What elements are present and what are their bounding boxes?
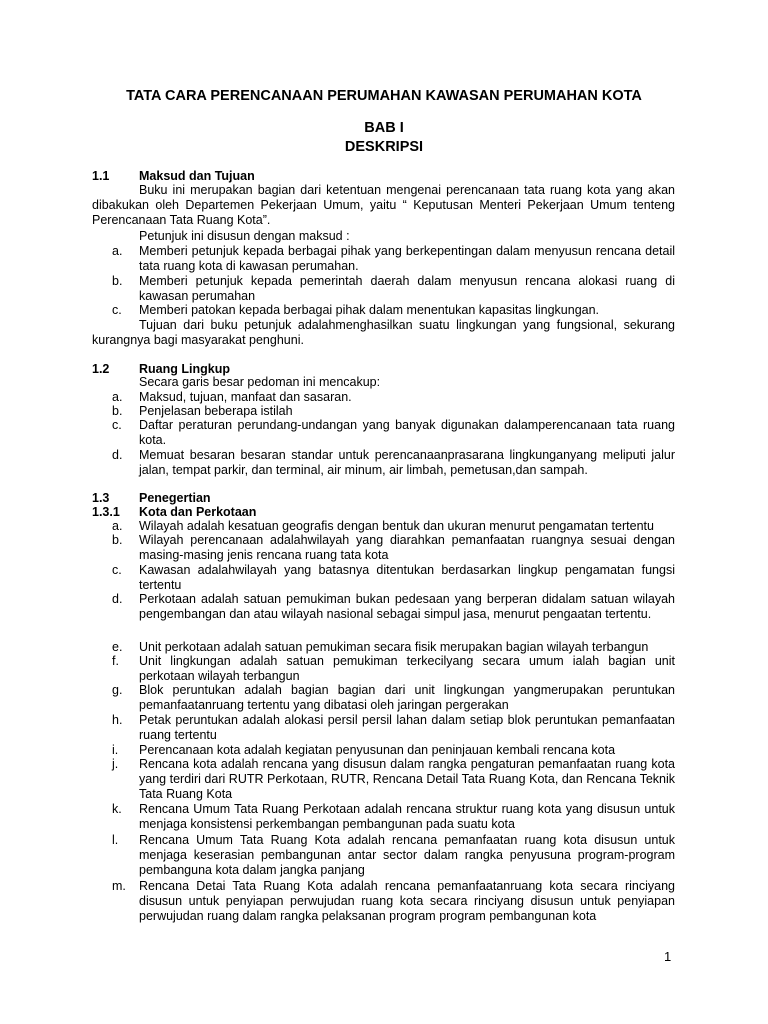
list-item-text: Daftar peraturan perundang-undangan yang banyak digunakan dalamperencanaan tata ruang kota. xyxy=(139,418,675,448)
list-item-text: Memberi petunjuk kepada pemerintah daerah dalam menyusun rencana alokasi ruang di kawasan perumahan xyxy=(139,274,675,304)
list-marker: f. xyxy=(112,654,119,668)
list-marker: c. xyxy=(112,303,122,317)
section-number: 1.2 xyxy=(92,362,110,376)
list-marker: c. xyxy=(112,418,122,432)
list-item xyxy=(92,244,675,274)
list-item xyxy=(92,683,675,713)
list-marker: b. xyxy=(112,274,123,288)
list-item-text: Perkotaan adalah satuan pemukiman bukan pedesaan yang berperan didalam satuan wilayah pengembangan dan atau wilayah nasional sebagai simpul jasa, menurut pengaatan tertentu. xyxy=(139,592,675,622)
chapter-number: BAB I xyxy=(364,120,404,136)
chapter-title: DESKRIPSI xyxy=(344,139,424,155)
section-number: 1.1 xyxy=(92,169,110,183)
list-item xyxy=(92,563,675,593)
subsection-number: 1.3.1 xyxy=(92,505,120,519)
list-item-text: Wilayah perencanaan adalahwilayah yang diarahkan pemanfaatan ruangnya sesuai dengan masing-masing jenis rencana ruang tata kota xyxy=(139,533,675,563)
list-item-text: Wilayah adalah kesatuan geografis dengan bentuk dan ukuran menurut pengamatan tertentu xyxy=(139,519,654,533)
list-marker: h. xyxy=(112,713,123,727)
list-marker: l. xyxy=(112,833,119,847)
list-item-text: Rencana kota adalah rencana yang disusun dalam rangka pengaturan pemanfaatan ruang kota yang terdiri dari RUTR Perkotaan, RUTR, Rencana Detail Tata Ruang Kota, dan Rencana Teknik Tata Ruang Kota xyxy=(139,757,675,802)
list-marker: e. xyxy=(112,640,123,654)
list-marker: i. xyxy=(112,743,119,757)
section-number: 1.3 xyxy=(92,491,110,505)
list-item-text: Maksud, tujuan, manfaat dan sasaran. xyxy=(139,390,352,404)
list-item-text: Blok peruntukan adalah bagian bagian dari unit lingkungan yangmerupakan peruntukan pemanfaatanruang tertentu yang dibatasi oleh jaringan pergerakan xyxy=(139,683,675,713)
list-item xyxy=(92,833,675,879)
list-marker: j. xyxy=(112,757,119,771)
list-item xyxy=(92,592,675,622)
list-item-text: Memberi petunjuk kepada berbagai pihak yang berkepentingan dalam menyusun rencana detail tata ruang kota di kawasan perumahan. xyxy=(139,244,675,274)
list-marker: k. xyxy=(112,802,122,816)
list-item-text: Unit lingkungan adalah satuan pemukiman terkecilyang secara umum ialah bagian unit perkotaan wilayah terbangun xyxy=(139,654,675,684)
list-marker: d. xyxy=(112,448,123,462)
section-title: Maksud dan Tujuan xyxy=(139,169,255,183)
list-marker: b. xyxy=(112,404,123,418)
list-item-text: Rencana Umum Tata Ruang Perkotaan adalah rencana struktur ruang kota yang disusun untuk menjaga konsistensi perkembangan pembangunan pada suatu kota xyxy=(139,802,675,832)
list-item xyxy=(92,448,675,478)
list-marker: m. xyxy=(112,879,126,893)
list-item-text: Memuat besaran besaran standar untuk perencanaanprasarana lingkunganyang meliputi jalur jalan, tempat parkir, dan terminal, air minum, air limbah, pemetusan,dan sampah. xyxy=(139,448,675,478)
list-item xyxy=(92,654,675,684)
section-title: Ruang Lingkup xyxy=(139,362,230,376)
list-marker: a. xyxy=(112,390,123,404)
document-title: TATA CARA PERENCANAAN PERUMAHAN KAWASAN PERUMAHAN KOTA xyxy=(126,88,642,104)
list-item xyxy=(92,519,675,534)
list-item-text: Memberi patokan kepada berbagai pihak dalam menentukan kapasitas lingkungan. xyxy=(139,303,600,317)
list-item xyxy=(92,879,675,925)
list-marker: a. xyxy=(112,519,123,533)
list-item xyxy=(92,418,675,448)
list-item-text: Kawasan adalahwilayah yang batasnya ditentukan berdasarkan lingkup pengamatan fungsi tertentu xyxy=(139,563,675,593)
list-item xyxy=(92,404,675,419)
list-item xyxy=(92,274,675,304)
list-item-text: Penjelasan beberapa istilah xyxy=(139,404,293,418)
page-number: 1 xyxy=(664,949,672,964)
subsection-title: Kota dan Perkotaan xyxy=(139,505,257,519)
list-marker: c. xyxy=(112,563,122,577)
list-item xyxy=(92,640,675,655)
list-item-text: Rencana Detai Tata Ruang Kota adalah rencana pemanfaatanruang kota secara rinciyang disusun untuk penyiapan perwujudan ruang kota secara rinciyang disusun untuk penyiapan perwujudan ruang dalam rangka pelaksanan program program pembangunan kota xyxy=(139,879,675,924)
list-item xyxy=(92,757,675,803)
list-marker: a. xyxy=(112,244,123,258)
list-intro: Secara garis besar pedoman ini mencakup: xyxy=(139,375,381,389)
list-item xyxy=(92,713,675,743)
list-item xyxy=(92,533,675,563)
section-title: Penegertian xyxy=(139,491,211,505)
paragraph: Buku ini merupakan bagian dari ketentuan mengenai perencanaan tata ruang kota yang akan dibakukan oleh Departemen Pekerjaan Umum, yaitu “ Keputusan Menteri Pekerjaan Umum tenteng Perencanaan Tata Ruang Kota”. xyxy=(92,183,675,228)
list-intro: Petunjuk ini disusun dengan maksud : xyxy=(139,229,350,243)
list-marker: b. xyxy=(112,533,123,547)
list-item-text: Unit perkotaan adalah satuan pemukiman secara fisik merupakan bagian wilayah terbangun xyxy=(139,640,649,654)
list-marker: g. xyxy=(112,683,123,697)
list-item xyxy=(92,743,675,758)
list-item xyxy=(92,802,675,832)
list-marker: d. xyxy=(112,592,123,606)
list-item-text: Perencanaan kota adalah kegiatan penyusunan dan peninjauan kembali rencana kota xyxy=(139,743,616,757)
paragraph: Tujuan dari buku petunjuk adalahmenghasilkan suatu lingkungan yang fungsional, sekurang kurangnya bagi masyarakat penghuni. xyxy=(92,318,675,348)
list-item-text: Petak peruntukan adalah alokasi persil persil lahan dalam setiap blok peruntukan pemanfaatan ruang tertentu xyxy=(139,713,675,743)
list-item-text: Rencana Umum Tata Ruang Kota adalah rencana pemanfaatan ruang kota disusun untuk menjaga keserasian pembangunan antar sector dalam rangka penyusuna program-program pembanguna kota dalam jangka panjang xyxy=(139,833,675,878)
list-item xyxy=(92,303,675,318)
list-item xyxy=(92,390,675,405)
